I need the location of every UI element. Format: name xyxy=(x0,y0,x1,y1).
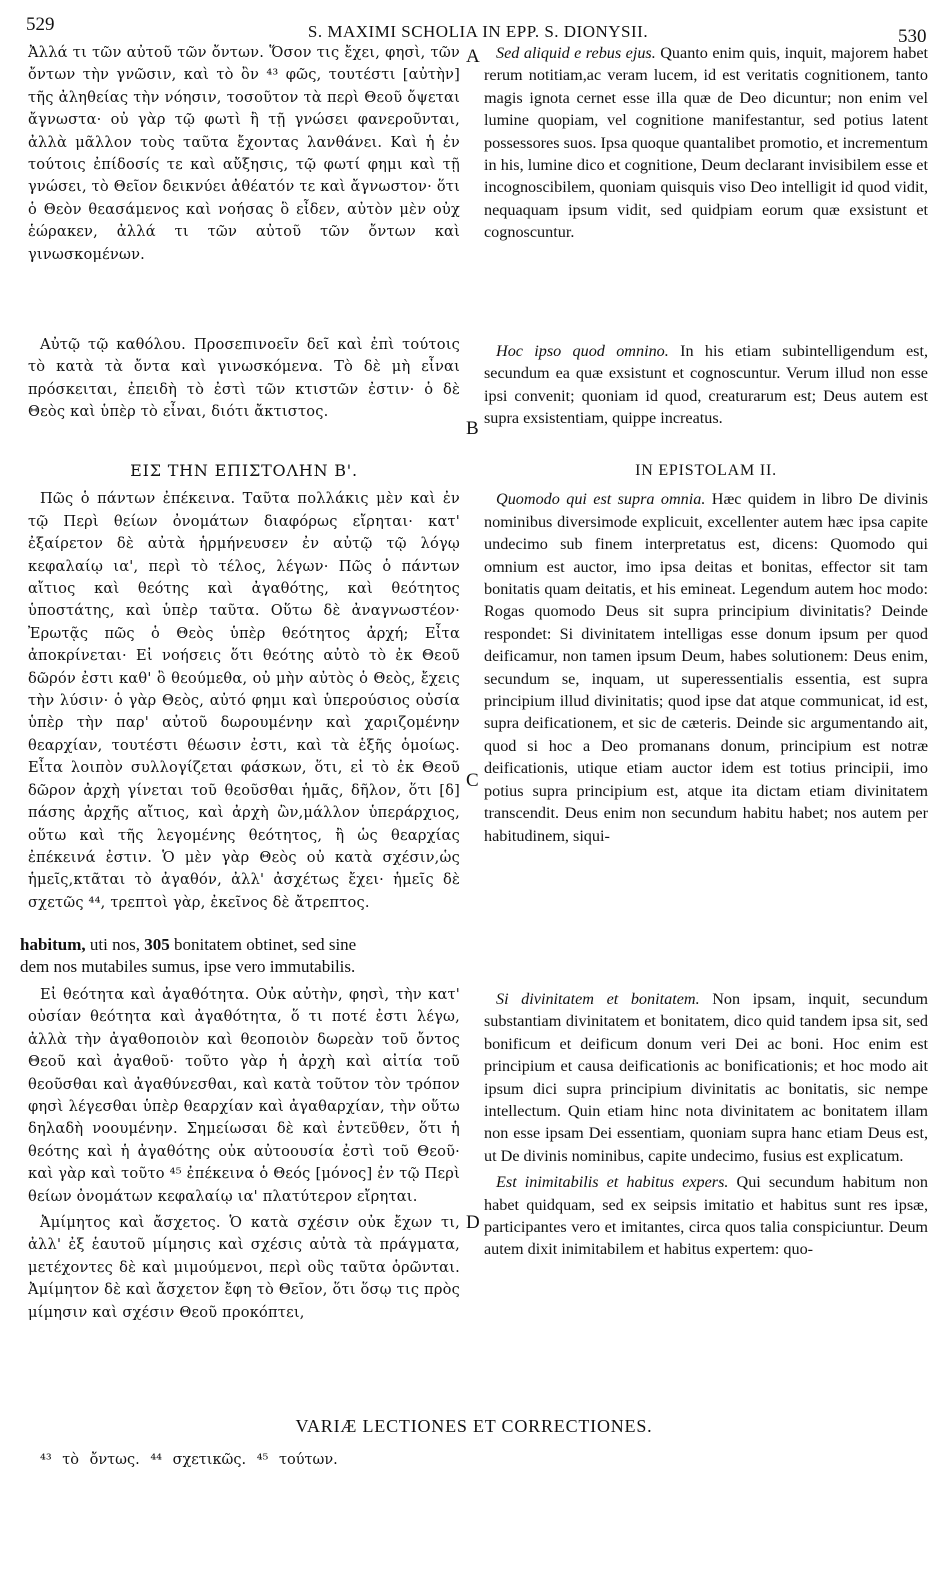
latin-paragraph xyxy=(484,42,928,244)
latin-heading: IN EPISTOLAM II. xyxy=(635,462,777,479)
latin-column-section-1 xyxy=(484,42,928,244)
greek-column-section-3 xyxy=(28,460,460,914)
latin-column-section-2 xyxy=(484,340,928,430)
variant-note: ⁴⁴ σχετικῶς. xyxy=(150,1452,247,1468)
greek-column-section-2 xyxy=(28,334,460,424)
bridge-text xyxy=(20,934,928,979)
column-number: 305 xyxy=(144,935,170,954)
variant-note: ⁴⁵ τούτων. xyxy=(256,1452,338,1468)
bridge-line-1: habitum, uti nos, 305 bonitatem obtinet, sed sine xyxy=(20,935,357,954)
margin-letter-a: A xyxy=(466,46,480,67)
greek-paragraph: Ἀλλά τι τῶν αὐτοῦ τῶν ὄντων. Ὅσον τις ἔχει, φησὶ, τῶν ὄντων τὴν γνῶσιν, καὶ τὸ ὂν ⁴³ φῶς, τουτέστι [αὐτὴν] τῆς ἀληθείας τὴν νόησιν, τοσοῦτον τὰ περὶ Θεοῦ ὄψεται ἄγνωστα· οὐ γὰρ τῷ φωτὶ ἢ τῇ γνώσει φανεροῦνται, ἀλλὰ μᾶλλον τοὺς ταῦτα ἔχοντας λανθάνει. Καὶ ἡ ἐν τούτοις ἐπίδοσίς τε καὶ αὔξησις, τῷ φωτί φημι καὶ τῇ γνώσει, τὸ Θεῖον δεικνύει ἀθέατόν τε καὶ ἄγνωστον· ὅτι ὁ Θεὸν θεασάμενος καὶ νοήσας ὃ εἶδεν, αὐτὸν μὲν οὐχ ἑώρακεν, ἀλλά τι τῶν αὐτοῦ τῶν ὄντων καὶ γινωσκομένων. xyxy=(28,44,460,263)
lemma: Est inimitabilis et habitus expers. xyxy=(496,1173,729,1192)
lemma: Hoc ipso quod omnino. xyxy=(496,342,669,360)
variant-note: ⁴³ τὸ ὄντως. xyxy=(40,1452,140,1468)
greek-paragraph: Πῶς ὁ πάντων ἐπέκεινα. Ταῦτα πολλάκις μὲν καὶ ἐν τῷ Περὶ θείων ὀνομάτων διαφόρως εἴρηται· κατ' ἐξαίρετον δὲ αὐτὰ ἡρμήνευσεν ἐν αὐτῷ τῷ λόγῳ κεφαλαίῳ ια', περὶ τὸ τέλος, λέγων· Πῶς ὁ πάντων αἴτιος καὶ θεότης καὶ ἀγαθότης, καὶ θεότητος ὑποστάτης, καὶ ὑπὲρ ταῦτα. Οὕτω δὲ ἀναγνωστέον· Ἐρωτᾷς πῶς ὁ Θεὸς ὑπὲρ θεότητος ἀρχή; Εἶτα ἀποκρίνεται· Εἰ νοήσεις ὅτι θεότης αὐτὸ τὸ ἐκ Θεοῦ δῶρόν ἐστι καθ' ὃ θεούμεθα, οὐ μὴν αὐτὸς ὁ Θεὸς, ἔχεις τὴν λύσιν· ὁ γὰρ Θεὸς, αὐτό φημι καὶ ὑπερούσιος οὐσία ὑπὲρ τὴν παρ' αὐτοῦ δωρουμένην καὶ χαριζομένην θεαρχίαν, τουτέστι θέωσιν ἐστι, καὶ τὰ ἑξῆς ὁμοίως. Εἶτα λοιπὸν συλλογίζεται φάσκων, ὅτι, εἰ τὸ ἐκ Θεοῦ δῶρον ἀρχὴ γίνεται τοῦ θεοῦσθαι ἡμᾶς, δῆλον, ὅτι [δ] πάσης ἀρχῆς αἴτιος, καὶ ἀρχὴ ὢν,μάλλον ὑπεράρχιος, οὕτω καὶ τῆς λεγομένης θεότητος, ἢ ὡς θεαρχίας ἐπέκεινά ἐστιν. Ὁ μὲν γὰρ Θεὸς οὐ κατὰ σχέσιν,ὡς ἡμεῖς,κτᾶται τὸ ἀγαθόν, ἀλλ' ἀσχέτως ἔχει· ἡμεῖς δὲ σχετῶς ⁴⁴, τρεπτοὶ γὰρ, ἐκεῖνος δὲ ἄτρεπτος. xyxy=(28,490,460,911)
lemma: Si divinitatem et bonitatem. xyxy=(496,990,700,1008)
lemma: Quomodo qui est supra omnia. xyxy=(496,490,706,509)
greek-paragraph: Ἀμίμητος καὶ ἄσχετος. Ὁ κατὰ σχέσιν οὐκ ἔχων τι, ἀλλ' ἐξ ἑαυτοῦ μίμησις καὶ σχέσις αὐτὰ τὰ πράγματα, μετέχοντες δὲ καὶ μιμούμενοι, περὶ οὓς ταῦτα ὁρῶνται. Ἀμίμητον δὲ καὶ ἄσχετον ἔφη τὸ Θεῖον, ὅτι ὅσῳ τις πρὸς μίμησιν καὶ σχέσιν Θεοῦ προκόπτει, xyxy=(28,1214,460,1321)
variae-lectiones-title: VARIÆ LECTIONES ET CORRECTIONES. xyxy=(295,1416,653,1436)
lemma: Sed aliquid e rebus ejus. xyxy=(496,44,656,62)
greek-column-section-4 xyxy=(28,984,460,1324)
greek-paragraph: Αὐτῷ τῷ καθόλου. Προσεπινοεῖν δεῖ καὶ ἐπὶ τούτοις τὸ κατὰ τὰ ὄντα καὶ γινωσκόμενα. Τὸ δὲ μὴ εἶναι πρόσκειται, ἐπειδὴ τὸ ἐστὶ τῶν κτιστῶν ἐστιν· ὁ δὲ Θεὸς καὶ ὑπὲρ τὸ εἶναι, διότι ἄκτιστος. xyxy=(28,336,460,421)
latin-text: In his etiam subintelligendum est, secundum ea quæ exsistunt et cognoscuntur. Verum illud non esse ipsi convenit; quoniam id quod, creaturarum est; Deus autem est supra exsistentiam, quippe increatus. xyxy=(484,342,929,428)
latin-paragraph xyxy=(484,340,928,430)
left-page-number: 529 xyxy=(26,14,55,35)
margin-letter-d: D xyxy=(466,1212,480,1233)
variae-lectiones-notes xyxy=(40,1452,338,1468)
margin-letter-c: C xyxy=(466,770,479,791)
latin-paragraph xyxy=(484,988,928,1167)
latin-text: Quanto enim quis, inquit, majorem habet rerum notitiam,ac veram lucem, id est veritatis cognitionem, tanto magis ignota cernet esse illa quæ de Deo dicuntur; non enim vel lumine quopiam, vel cognitione manifestantur, sed potius latent possessores suos. Ipsa quoque quantalibet promotio, et incrementum in his, lumine dico et cognitione, Deum declarant invisibilem esse et incognoscibilem, quoniam quisquis viso Deo intelligit id quod vidit, nequaquam ipsum vidit, sed quidpiam eorum quæ exsistunt et cognoscuntur. xyxy=(484,44,928,242)
latin-paragraph xyxy=(484,1171,928,1261)
latin-text: Hæc quidem in libro De divinis nominibus diversimode explicuit, excellenter autem hæc ipsa capite undecimo sub finem interpretatus est, dicens: Quomodo qui omnium est auctor, imo ipsa deitas et bonitas, effector sit tam bonitatis quam deitatis, et his emineat. Legendum autem hoc modo: Rogas quomodo Deus sit supra principium divinitatis? Deinde respondet: Si divinitatem intelligas esse donum ipsum per quod deificamur, non tamen ipsum Deum, habes solutionem: Deus enim, secundum se, inquam, ut superessentialis essentia, est supra principium illud divinitatis; quod ipse dat atque communicat, id est, supra deificationem, et sic de cæteris. Deinde sic argumentando ait, quod si hoc a Deo promanans donum, principium est notræ deificationis, utique etiam auctor idem est totius principii, imo potius supra principium est, atque ita dictam etiam divinitatem transcendit. Deus enim non secundum habitu habet; nos autem per habitudinem, siqui- xyxy=(484,490,928,845)
greek-column-section-1 xyxy=(28,42,460,266)
greek-heading: ΕΙΣ ΤΗΝ ΕΠΙΣΤΟΛΗΝ Β'. xyxy=(130,461,358,480)
latin-column-section-4 xyxy=(484,988,928,1261)
latin-paragraph xyxy=(484,488,928,847)
latin-column-section-3 xyxy=(484,460,928,847)
greek-paragraph: Εἰ θεότητα καὶ ἀγαθότητα. Οὐκ αὐτὴν, φησὶ, τὴν κατ' οὐσίαν θεότητα καὶ ἀγαθότητα, ὅ τι ποτέ ἐστι λέγω, ἀλλὰ τὴν ἀγαθοποιὸν καὶ θεοποιὸν δωρεὰν τοῦ ὄντος Θεοῦ καὶ ἀγαθοῦ· τοῦτο γὰρ ἡ ἀρχὴ καὶ αἰτία τοῦ θεοῦσθαι καὶ ἀγαθύνεσθαι, καὶ κατὰ τοῦτον τὸν τρόπον φησὶ λέγεσθαι ὑπὲρ θεαρχίαν καὶ ἀγαθαρχίαν, τὴν οὕτω δηλαδὴ νοουμένην. Σημείωσαι δὲ καὶ ἐντεῦθεν, ὅτι ἡ θεότης καὶ ἡ ἀγαθότης οὐκ αὐτοουσία ἐστὶ τοῦ Θεοῦ· καὶ γὰρ καὶ τοῦτο ⁴⁵ ἐπέκεινα ὁ Θεός [μόνος] ἐν τῷ Περὶ θείων ὀνομάτων κεφαλαίῳ ια' πλατύτερον εἴρηται. xyxy=(28,986,460,1205)
margin-letter-b: B xyxy=(466,418,479,439)
right-page-number: 530 xyxy=(898,26,927,47)
bridge-line-2: dem nos mutabiles sumus, ipse vero immutabilis. xyxy=(20,957,356,977)
latin-text: Non ipsam, inquit, secundum substantiam divinitatem et bonitatem, dico quid tandem ipsa sit, sed bonificum et deificum donum veri Dei ac boni. Hoc enim est principium et causa deificationis ac bonificationis; et hoc modo ait ipsum dici supra principium divinitatis ac bonitatis, sic nempe intellectum. Quin etiam hinc nota divinitatem ac bonitatem illam non esse ipsam Dei essentiam, quoniam supra hanc etiam Deus est, ut De divinis nominibus, capite undecimo, fusius est explicatum. xyxy=(484,990,929,1165)
running-title: S. MAXIMI SCHOLIA IN EPP. S. DIONYSII. xyxy=(307,22,649,41)
latin-text: Qui secundum habitum non habet quidquam, sed ex seipsis imitatio et habitus sunt res ipsæ, participantes vero et imitantes, circa quos talia conspiciuntur. Deum autem dixit inimitabilem et habitus expertem: quo- xyxy=(484,1173,929,1259)
